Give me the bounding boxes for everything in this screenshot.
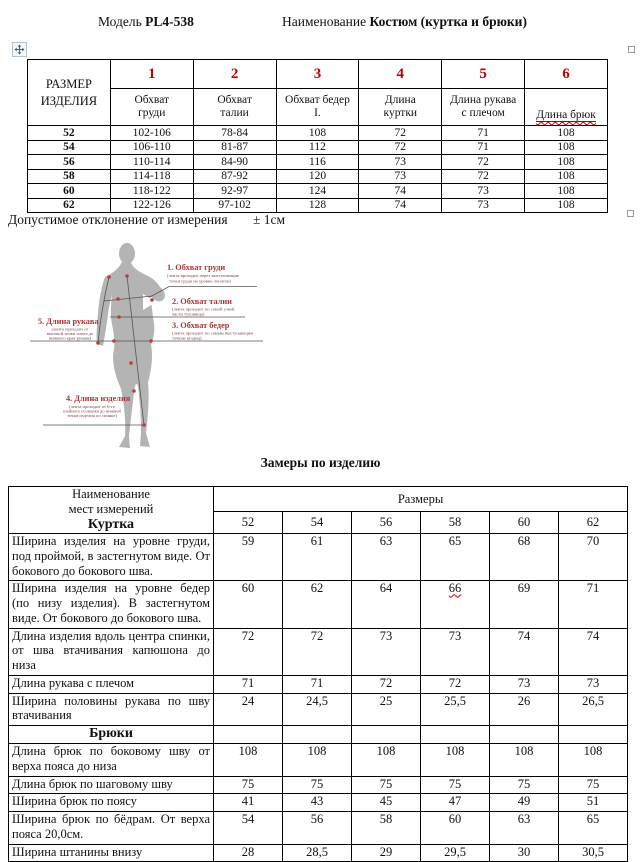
measure-value-cell xyxy=(352,693,421,726)
measurement-cell: 108 xyxy=(525,140,608,155)
measure-value-cell xyxy=(283,794,352,812)
measure-value-cell xyxy=(352,744,421,777)
measurement-cell: 108 xyxy=(525,155,608,170)
diagram-caption-line: (лента проходит по самой узкой xyxy=(172,306,235,312)
measure-value-cell xyxy=(559,628,628,675)
diagram-caption-line: нижнего края рукава) xyxy=(48,335,92,341)
size-cell: 56 xyxy=(28,155,111,170)
measurement-cell: 110-114 xyxy=(110,155,193,170)
diagram-caption-line: шейного позвонка до нижней xyxy=(63,408,121,414)
measure-value: 74 xyxy=(586,628,600,643)
measure-value-cell xyxy=(490,693,559,726)
chest-leader-line xyxy=(150,287,257,298)
measure-value: 73 xyxy=(379,628,393,643)
measure-value: 75 xyxy=(586,776,600,791)
measure-value: 59 xyxy=(241,534,255,549)
measure-value-cell xyxy=(421,675,490,693)
measurement-cell: 78-84 xyxy=(193,126,276,141)
jacket-section-title: Куртка xyxy=(87,516,135,532)
measure-value-cell xyxy=(214,776,283,794)
measurement-cell: 114-118 xyxy=(110,169,193,184)
measure-value-cell xyxy=(214,581,283,628)
measure-value: 41 xyxy=(241,794,255,809)
size-table-row xyxy=(28,184,608,199)
measure-value: 61 xyxy=(310,534,324,549)
measure-value: 25,5 xyxy=(444,693,466,708)
measurement-cell: 73 xyxy=(359,169,442,184)
measure-value: 47 xyxy=(448,794,462,809)
measure-value: 63 xyxy=(379,534,393,549)
size-col-number: 1 xyxy=(110,60,193,89)
measure-name-header xyxy=(9,487,214,534)
measurement-cell: 108 xyxy=(525,126,608,141)
col-label-line: I. xyxy=(314,107,321,119)
measurement-cell: 112 xyxy=(276,140,359,155)
measure-value: 54 xyxy=(241,812,255,827)
measure-row xyxy=(9,693,628,726)
tolerance-label: Допустимое отклонение от измерения xyxy=(8,212,228,227)
measurement-cell: 106-110 xyxy=(110,140,193,155)
measure-row xyxy=(9,581,628,628)
col-label-line: с плечом xyxy=(461,107,505,119)
col-label-line: Обхват бедер xyxy=(285,93,350,106)
measure-value: 29,5 xyxy=(444,844,466,859)
measure-value: 29 xyxy=(379,844,393,859)
measure-value-cell xyxy=(490,794,559,812)
measure-value-cell xyxy=(490,628,559,675)
measurement-cell: 124 xyxy=(276,184,359,199)
measure-value-cell xyxy=(352,628,421,675)
measurement-cell: 116 xyxy=(276,155,359,170)
measure-value-cell xyxy=(352,534,421,581)
diagram-caption-line: точки изделия по спинке) xyxy=(67,413,117,418)
measurement-cell: 71 xyxy=(442,140,525,155)
measure-value: 73 xyxy=(586,675,600,690)
measure-value: 72 xyxy=(310,628,324,643)
size-cell: 62 xyxy=(28,198,111,213)
size-table-row xyxy=(28,155,608,170)
measurement-cell: 73 xyxy=(359,155,442,170)
measure-name-cell: Длина брюк по боковому шву от верха пояса до низа xyxy=(9,744,214,777)
corner-line: РАЗМЕР xyxy=(45,77,92,92)
model-header xyxy=(98,14,194,30)
measurement-diagram xyxy=(30,243,360,455)
measure-value: 65 xyxy=(448,534,462,549)
measure-value-cell xyxy=(490,844,559,862)
size-col-number: 5 xyxy=(442,60,525,89)
tolerance-note xyxy=(8,212,285,228)
measure-value-cell xyxy=(214,794,283,812)
measure-value: 64 xyxy=(379,581,393,596)
col-label-line: талии xyxy=(220,107,249,119)
measure-value: 28 xyxy=(241,844,255,859)
measure-name-cell: Ширина брюк по бёдрам. От верха пояса 20,0см. xyxy=(9,812,214,845)
measure-value: 43 xyxy=(310,794,324,809)
empty-cell xyxy=(421,726,490,744)
measure-value: 24,5 xyxy=(306,693,328,708)
table-resize-handle[interactable] xyxy=(627,210,634,217)
measure-value: 60 xyxy=(448,812,462,827)
size-col-number: 4 xyxy=(359,60,442,89)
measure-value: 108 xyxy=(238,744,258,759)
measure-value-cell xyxy=(490,675,559,693)
measure-value-cell xyxy=(421,534,490,581)
measure-value-cell xyxy=(559,675,628,693)
size-col-label xyxy=(525,89,608,126)
measure-name-cell: Ширина брюк по поясу xyxy=(9,794,214,812)
trousers-section-title: Брюки xyxy=(9,726,214,744)
measure-value: 51 xyxy=(586,794,600,809)
measurement-cell: 92-97 xyxy=(193,184,276,199)
measure-value: 66 xyxy=(448,581,462,596)
size-col-label xyxy=(359,89,442,126)
measurement-cell: 72 xyxy=(442,155,525,170)
measure-value-cell xyxy=(283,581,352,628)
col-label-line: Обхват xyxy=(217,93,252,106)
measure-name-cell: Длина брюк по шаговому шву xyxy=(9,776,214,794)
empty-cell xyxy=(490,726,559,744)
measure-value-cell xyxy=(421,794,490,812)
measure-value: 108 xyxy=(583,744,603,759)
measure-value-cell xyxy=(490,812,559,845)
measure-value-cell xyxy=(283,693,352,726)
measurement-cell: 74 xyxy=(359,198,442,213)
measurement-cell: 72 xyxy=(359,126,442,141)
measure-value-cell xyxy=(214,675,283,693)
size-table-row xyxy=(28,198,608,213)
measure-name-cell: Длина изделия вдоль центра спинки, от шва втачивания капюшона до низа xyxy=(9,628,214,675)
size-col-number: 3 xyxy=(276,60,359,89)
measure-row xyxy=(9,534,628,581)
anchor-square-icon xyxy=(628,46,635,53)
size-header-cell: 62 xyxy=(559,512,628,534)
size-table-row xyxy=(28,126,608,141)
measure-value: 65 xyxy=(586,812,600,827)
measurement-cell: 74 xyxy=(359,184,442,199)
measurement-cell: 72 xyxy=(442,169,525,184)
size-header-cell: 58 xyxy=(421,512,490,534)
empty-cell xyxy=(559,726,628,744)
measurement-cell: 102-106 xyxy=(110,126,193,141)
measure-value-cell xyxy=(283,844,352,862)
measurement-cell: 73 xyxy=(442,198,525,213)
size-col-number: 2 xyxy=(193,60,276,89)
diagram-label-length: 4. Длина изделия xyxy=(66,394,131,403)
size-col-label xyxy=(276,89,359,126)
measure-value-cell xyxy=(421,776,490,794)
measure-value: 72 xyxy=(241,628,255,643)
measure-value: 75 xyxy=(241,776,255,791)
measure-value-cell xyxy=(421,693,490,726)
measure-value: 45 xyxy=(379,794,393,809)
measurement-cell: 72 xyxy=(359,140,442,155)
diagram-caption-line: точкам ягодиц) xyxy=(172,335,202,341)
measure-value-cell xyxy=(214,628,283,675)
trousers-section-row xyxy=(9,726,628,744)
size-header-cell: 52 xyxy=(214,512,283,534)
measurement-cell: 108 xyxy=(525,184,608,199)
measure-value: 58 xyxy=(379,812,393,827)
diagram-caption-line: (лента проходит через выступающие xyxy=(167,273,239,278)
col-label-line: куртки xyxy=(383,107,418,119)
measure-value: 71 xyxy=(586,581,600,596)
sizes-header: Размеры xyxy=(214,487,628,512)
tolerance-value: ± 1см xyxy=(252,212,286,227)
measure-value-cell xyxy=(352,581,421,628)
measure-value: 108 xyxy=(307,744,327,759)
measure-value: 73 xyxy=(517,675,531,690)
col-label-line: Длина рукава xyxy=(450,93,517,106)
measure-value: 62 xyxy=(310,581,324,596)
size-table-number-row xyxy=(28,60,608,89)
measure-value-cell xyxy=(421,812,490,845)
diagram-caption-line: (лента проходит от xyxy=(51,326,89,332)
col-label-line: груди xyxy=(138,107,166,119)
size-table-label-row xyxy=(28,89,608,126)
measure-value-cell xyxy=(559,744,628,777)
size-col-label xyxy=(442,89,525,126)
name-header xyxy=(282,14,527,30)
measure-value: 63 xyxy=(517,812,531,827)
diagram-caption-line: (лента проходит по самым выступающим xyxy=(172,330,254,336)
section-title: Замеры по изделию xyxy=(260,455,381,470)
measurement-cell: 87-92 xyxy=(193,169,276,184)
measure-value-cell xyxy=(421,628,490,675)
measure-value: 56 xyxy=(310,812,324,827)
measure-value-cell xyxy=(283,628,352,675)
measure-value: 75 xyxy=(517,776,531,791)
diagram-caption-line: высокой точки плеча до xyxy=(46,331,94,336)
measure-value-cell xyxy=(283,534,352,581)
measure-value-cell xyxy=(352,812,421,845)
measure-value-cell xyxy=(352,844,421,862)
measurement-cell: 81-87 xyxy=(193,140,276,155)
measure-value-cell xyxy=(559,534,628,581)
measure-value: 25 xyxy=(379,693,393,708)
col-label-line: Обхват xyxy=(134,93,170,106)
name-value: Костюм (куртка и брюки) xyxy=(369,14,527,29)
measure-name-cell: Длина рукава с плечом xyxy=(9,675,214,693)
measure-name-cell: Ширина изделия на уровне бедер (по низу изделия). В застегнутом виде. От бокового до бокового шва. xyxy=(9,581,214,628)
model-label: Модель xyxy=(98,14,142,29)
measure-value-cell xyxy=(214,844,283,862)
measure-value-cell xyxy=(490,534,559,581)
measurement-cell: 108 xyxy=(525,198,608,213)
corner-line: ИЗДЕЛИЯ xyxy=(40,93,98,108)
size-cell: 60 xyxy=(28,184,111,199)
diagram-caption-line: точки груди на уровне лопаток) xyxy=(169,278,231,284)
size-table-corner-cell xyxy=(28,60,111,126)
measure-value: 69 xyxy=(517,581,531,596)
measure-value: 68 xyxy=(517,534,531,549)
measure-value-cell xyxy=(214,693,283,726)
name-label: Наименование xyxy=(282,14,367,29)
measure-value-cell xyxy=(421,744,490,777)
measurement-cell: 120 xyxy=(276,169,359,184)
measure-value-cell xyxy=(352,675,421,693)
measure-value-cell xyxy=(421,581,490,628)
measure-value-cell xyxy=(283,812,352,845)
measure-value: 60 xyxy=(241,581,255,596)
measure-value-cell xyxy=(559,776,628,794)
measure-value-cell xyxy=(352,794,421,812)
size-table xyxy=(27,59,608,213)
measure-row xyxy=(9,776,628,794)
measure-value: 108 xyxy=(376,744,396,759)
col-label-line: Длина xyxy=(384,93,416,106)
measure-name-cell: Ширина изделия на уровне груди, под проймой, в застегнутом виде. От бокового до бокового шва. xyxy=(9,534,214,581)
measurement-cell: 122-126 xyxy=(110,198,193,213)
measure-value: 71 xyxy=(310,675,324,690)
measure-value-cell xyxy=(214,744,283,777)
measure-value: 75 xyxy=(379,776,393,791)
measurement-cell: 73 xyxy=(442,184,525,199)
size-col-label xyxy=(110,89,193,126)
size-col-label xyxy=(193,89,276,126)
size-header-cell: 60 xyxy=(490,512,559,534)
size-cell: 52 xyxy=(28,126,111,141)
measure-value: 108 xyxy=(514,744,534,759)
measure-value-cell xyxy=(490,581,559,628)
measure-value-cell xyxy=(559,794,628,812)
measure-value: 26,5 xyxy=(582,693,604,708)
size-header-cell: 54 xyxy=(283,512,352,534)
measure-value-cell xyxy=(559,812,628,845)
table-move-handle[interactable] xyxy=(12,42,27,57)
size-cell: 54 xyxy=(28,140,111,155)
model-value: PL4-538 xyxy=(145,14,194,29)
measure-value: 28,5 xyxy=(306,844,328,859)
measure-value: 72 xyxy=(379,675,393,690)
measure-value: 49 xyxy=(517,794,531,809)
measure-value-cell xyxy=(421,844,490,862)
diagram-label-chest: 1. Обхват груди xyxy=(167,263,226,272)
measure-value-cell xyxy=(559,693,628,726)
measurement-cell: 71 xyxy=(442,126,525,141)
size-table-row xyxy=(28,169,608,184)
measure-value: 26 xyxy=(517,693,531,708)
col-label-line: Длина брюк xyxy=(536,108,596,121)
measure-row xyxy=(9,675,628,693)
name-header-line: мест измерений xyxy=(68,501,154,516)
size-col-number: 6 xyxy=(525,60,608,89)
size-header-cell: 56 xyxy=(352,512,421,534)
measure-row xyxy=(9,844,628,862)
measure-value: 72 xyxy=(448,675,462,690)
measure-value-cell xyxy=(559,844,628,862)
measure-header-row xyxy=(9,487,628,512)
measure-value-cell xyxy=(352,776,421,794)
measure-value: 24 xyxy=(241,693,255,708)
diagram-label-waist: 2. Обхват талии xyxy=(172,297,232,306)
size-table-row xyxy=(28,140,608,155)
measure-value: 75 xyxy=(448,776,462,791)
measure-row xyxy=(9,812,628,845)
measure-value-cell xyxy=(559,581,628,628)
measurement-cell: 108 xyxy=(276,126,359,141)
diagram-label-sleeve: 5. Длина рукава xyxy=(38,317,99,326)
measurement-cell: 97-102 xyxy=(193,198,276,213)
measure-table xyxy=(8,486,628,862)
measure-value: 75 xyxy=(310,776,324,791)
measurement-cell: 118-122 xyxy=(110,184,193,199)
empty-cell xyxy=(214,726,283,744)
measure-row xyxy=(9,628,628,675)
measure-value-cell xyxy=(283,675,352,693)
measure-value: 74 xyxy=(517,628,531,643)
empty-cell xyxy=(352,726,421,744)
measure-row xyxy=(9,744,628,777)
diagram-caption-line: части туловища) xyxy=(172,311,205,317)
measure-value-cell xyxy=(490,744,559,777)
measure-value-cell xyxy=(214,812,283,845)
measure-value: 30,5 xyxy=(582,844,604,859)
empty-cell xyxy=(283,726,352,744)
measure-value-cell xyxy=(283,776,352,794)
measure-value: 71 xyxy=(241,675,255,690)
measure-value-cell xyxy=(283,744,352,777)
measure-name-cell: Ширина штанины внизу xyxy=(9,844,214,862)
measurement-cell: 108 xyxy=(525,169,608,184)
measure-value: 108 xyxy=(445,744,465,759)
measure-name-cell: Ширина половины рукава по шву втачивания xyxy=(9,693,214,726)
diagram-label-hips: 3. Обхват бедер xyxy=(172,321,230,330)
size-cell: 58 xyxy=(28,169,111,184)
measurement-cell: 84-90 xyxy=(193,155,276,170)
diagram-caption-line: (лента проходит от 6-го xyxy=(68,404,116,409)
measure-value: 70 xyxy=(586,534,600,549)
move-cross-icon xyxy=(14,44,25,55)
name-header-line: Наименование xyxy=(72,487,150,501)
measure-value: 30 xyxy=(517,844,531,859)
measure-value-cell xyxy=(490,776,559,794)
measurement-cell: 128 xyxy=(276,198,359,213)
measure-value: 73 xyxy=(448,628,462,643)
measure-row xyxy=(9,794,628,812)
measure-value-cell xyxy=(214,534,283,581)
